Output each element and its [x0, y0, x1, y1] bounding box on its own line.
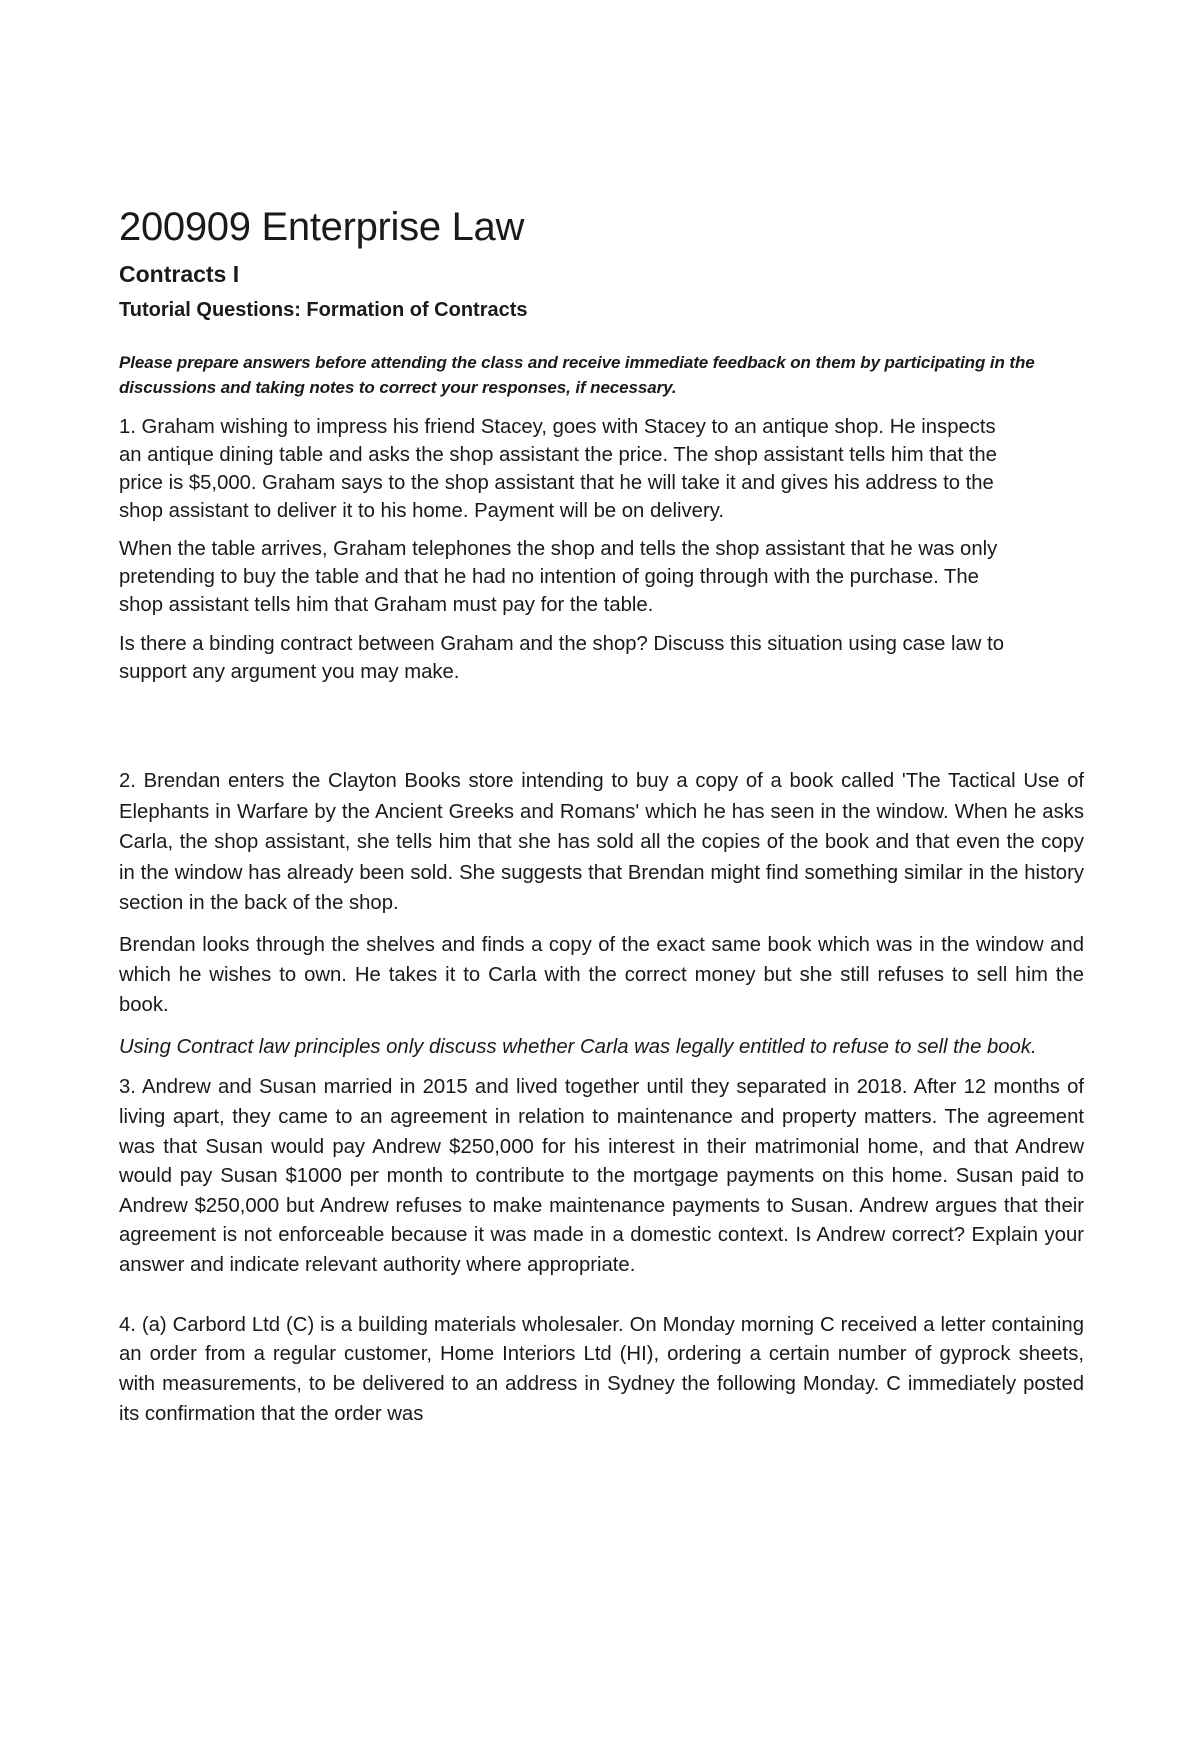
- question-1-paragraph-3: Is there a binding contract between Graham and the shop? Discuss this situation using case law to support any argument you may make.: [119, 632, 1004, 683]
- question-2-paragraph-2: Brendan looks through the shelves and finds a copy of the exact same book which was in the window and which he wishes to own. He takes it to Carla with the correct money but she still refuses to sell him the book.: [119, 933, 1084, 1017]
- instructions-text: Please prepare answers before attending the class and receive immediate feedback on them by participating in the discussions and taking notes to correct your responses, if necessary.: [119, 352, 1035, 397]
- document-subtitle: Contracts I: [119, 261, 240, 287]
- question-1-paragraph-2: When the table arrives, Graham telephones the shop and tells the shop assistant that he was only pretending to buy the table and that he had no intention of going through with the purchase. The shop assistant tells him that Graham must pay for the table.: [119, 538, 998, 616]
- document-title: 200909 Enterprise Law: [119, 205, 525, 249]
- question-3-paragraph-1: 3. Andrew and Susan married in 2015 and lived together until they separated in 2018. After 12 months of living apart, they came to an agreement in relation to maintenance and property matters. The agreement was that Susan would pay Andrew $250,000 for his interest in their matrimonial home, and that Andrew would pay Susan $1000 per month to contribute to the mortgage payments on this home. Susan paid to Andrew $250,000 but Andrew refuses to make maintenance payments to Susan. Andrew argues that their agreement is not enforceable because it was made in a domestic context. Is Andrew correct? Explain your answer and indicate relevant authority where appropriate.: [119, 1076, 1084, 1277]
- question-2: [119, 766, 1084, 1062]
- question-2-paragraph-1: 2. Brendan enters the Clayton Books store intending to buy a copy of a book called 'The Tactical Use of Elephants in Warfare by the Ancient Greeks and Romans' which he has seen in the window. When he asks Carla, the shop assistant, she tells him that she has sold all the copies of the book and that even the copy in the window has already been sold. She suggests that Brendan might find something similar in the history section in the back of the shop.: [119, 770, 1084, 915]
- question-1: [119, 414, 1019, 686]
- question-3: [119, 1073, 1084, 1280]
- question-4: [119, 1311, 1084, 1430]
- document-page: [119, 204, 1084, 1440]
- question-1-paragraph-1: 1. Graham wishing to impress his friend Stacey, goes with Stacey to an antique shop. He inspects an antique dining table and asks the shop assistant the price. The shop assistant tells him that the price is $5,000. Graham says to the shop assistant that he will take it and gives his address to the shop assistant to deliver it to his home. Payment will be on delivery.: [119, 416, 997, 522]
- tutorial-heading: Tutorial Questions: Formation of Contracts: [119, 298, 528, 321]
- question-4-paragraph-1: 4. (a) Carbord Ltd (C) is a building materials wholesaler. On Monday morning C received a letter containing an order from a regular customer, Home Interiors Ltd (HI), ordering a certain number of gyprock sheets, with measurements, to be delivered to an address in Sydney the following Monday. C immediately posted its confirmation that the order was: [119, 1313, 1084, 1425]
- question-2-paragraph-3: Using Contract law principles only discuss whether Carla was legally entitled to refuse to sell the book.: [119, 1035, 1037, 1058]
